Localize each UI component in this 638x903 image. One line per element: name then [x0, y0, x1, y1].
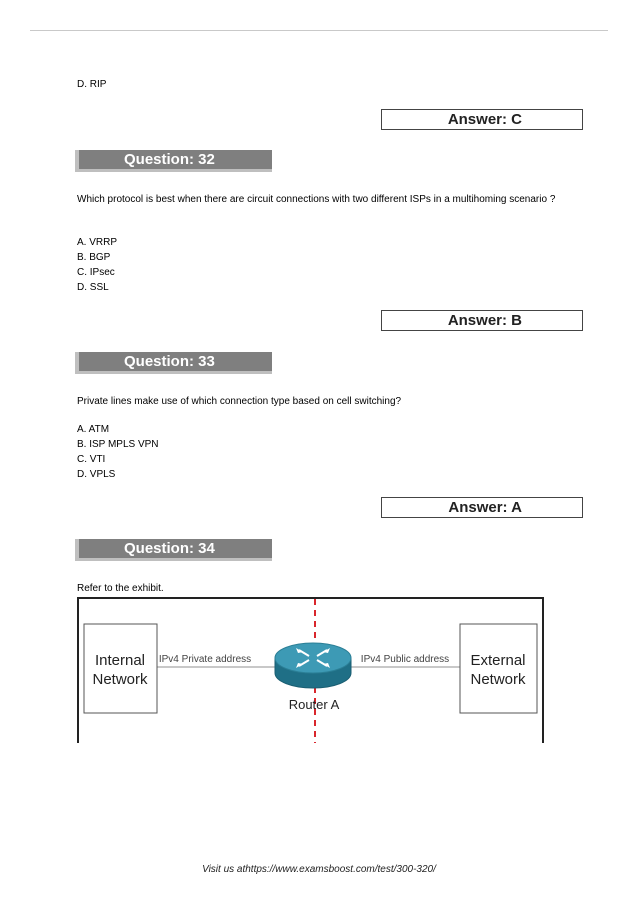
question-32-option-b: B. BGP [77, 252, 111, 263]
question-33-header: Question: 33 [75, 352, 272, 374]
question-33-option-c: C. VTI [77, 454, 106, 465]
question-33-option-d: D. VPLS [77, 469, 116, 480]
private-address-label: IPv4 Private address [158, 654, 252, 665]
internal-network-label-2: Network [92, 671, 148, 688]
question-32-answer-box: Answer: B [381, 310, 583, 331]
question-33-answer-box: Answer: A [381, 497, 583, 518]
question-32-header: Question: 32 [75, 150, 272, 172]
network-exhibit-diagram [77, 597, 544, 743]
footer-link-text[interactable]: Visit us athttps://www.examsboost.com/test/300-320/ [202, 864, 436, 875]
question-34-header: Question: 34 [75, 539, 272, 561]
question-32-option-a: A. VRRP [77, 237, 118, 248]
header-rule [30, 30, 608, 31]
question-33-option-b: B. ISP MPLS VPN [77, 439, 159, 450]
question-33-option-a: A. ATM [77, 424, 110, 435]
external-network-label-1: External [470, 652, 526, 669]
prev-answer-box: Answer: C [381, 109, 583, 130]
internal-network-label-1: Internal [94, 652, 146, 669]
question-34-text: Refer to the exhibit. [77, 583, 164, 594]
prev-option-d: D. RIP [77, 79, 107, 90]
external-network-label-2: Network [470, 671, 526, 688]
question-32-option-d: D. SSL [77, 282, 109, 293]
router-label: Router A [288, 697, 340, 712]
router-icon [275, 643, 351, 688]
public-address-label: IPv4 Public address [360, 654, 450, 665]
question-32-option-c: C. IPsec [77, 267, 115, 278]
question-32-text: Which protocol is best when there are circuit connections with two different ISPs in a multihoming scenario ? [77, 194, 556, 205]
question-33-text: Private lines make use of which connection type based on cell switching? [77, 396, 402, 407]
